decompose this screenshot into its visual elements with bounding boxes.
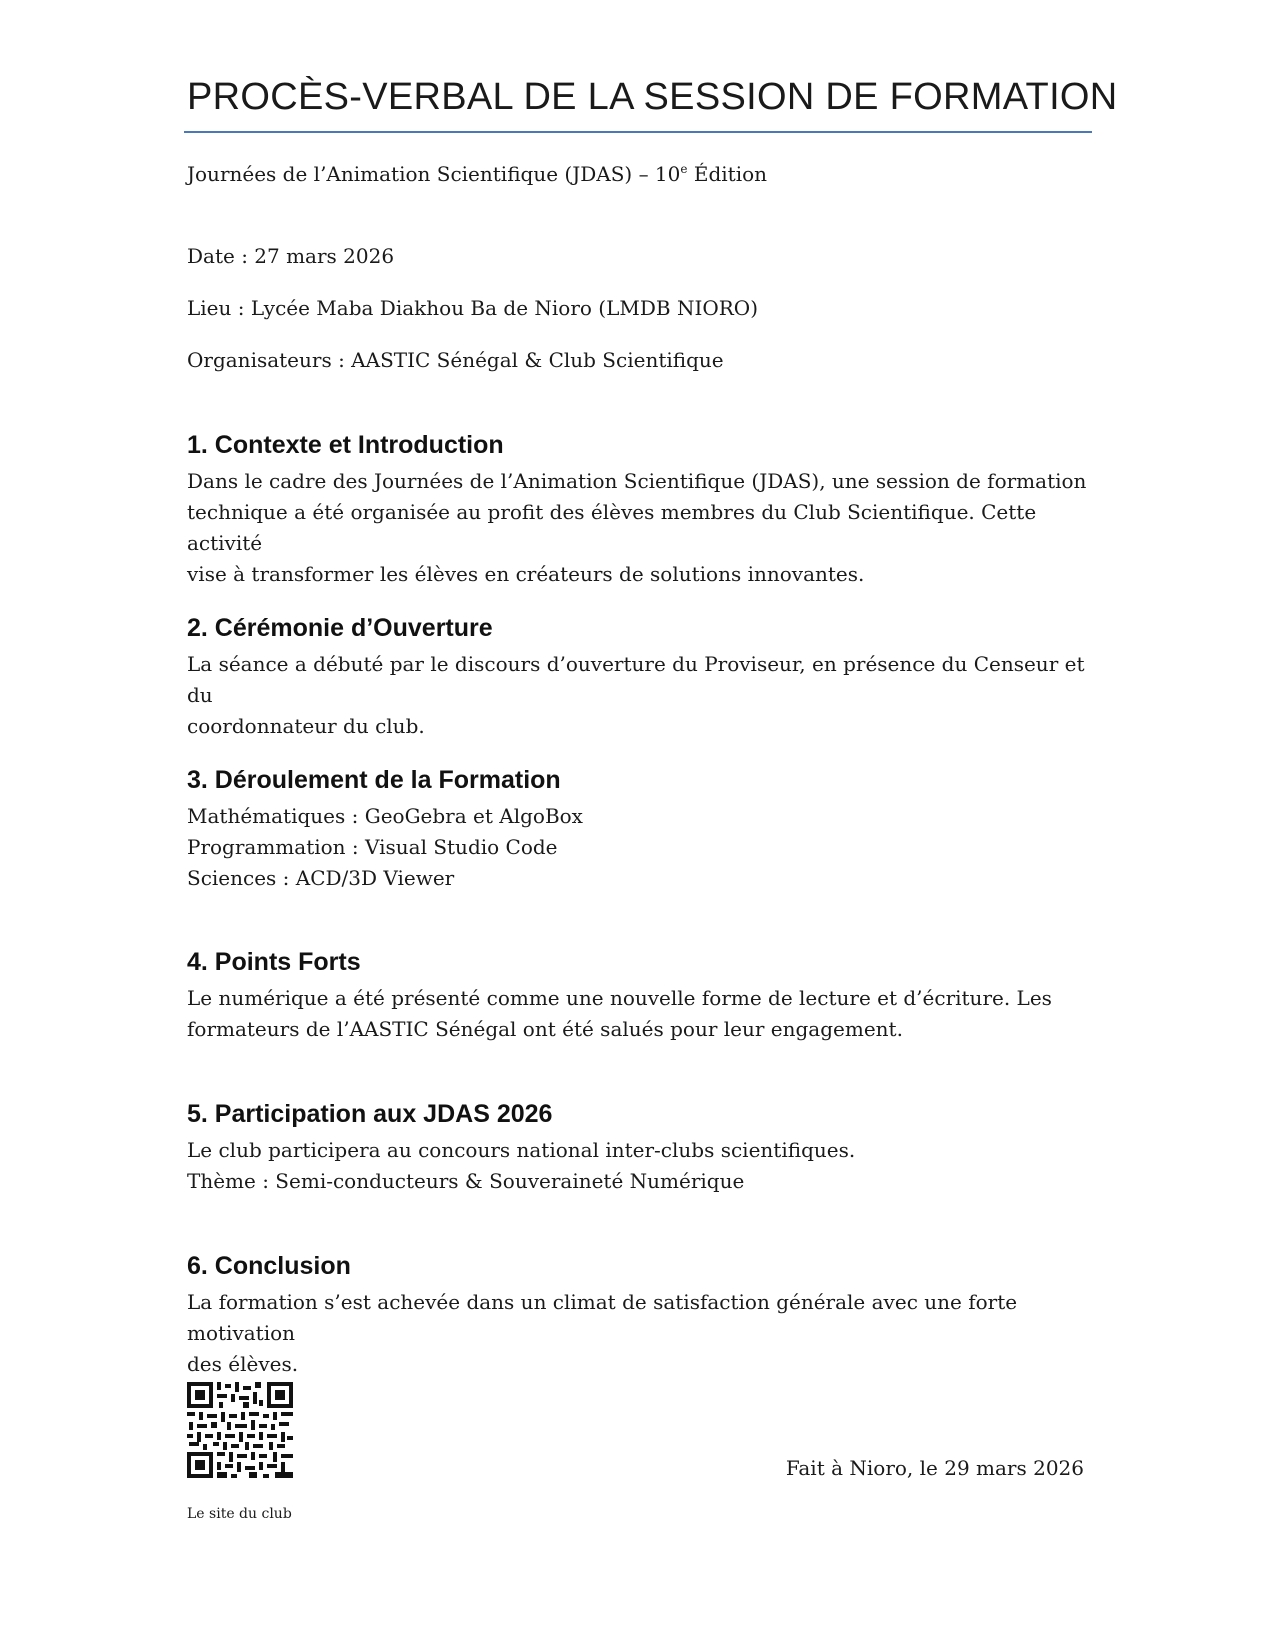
subtitle-text-before: Journées de l’Animation Scientifique (JDAS) – 10 [187, 162, 681, 186]
section-line: La séance a débuté par le discours d’ouverture du Proviseur, en présence du Censeur et du [187, 652, 1085, 707]
section-heading: 6. Conclusion [187, 1252, 351, 1280]
document-title: PROCÈS-VERBAL DE LA SESSION DE FORMATION [187, 76, 1118, 118]
section-heading: 5. Participation aux JDAS 2026 [187, 1100, 553, 1128]
event-subtitle [187, 162, 767, 186]
section-line: Programmation : Visual Studio Code [187, 835, 558, 859]
section-contexte [187, 431, 1092, 590]
section-ceremonie [187, 614, 1092, 742]
section-line: coordonnateur du club. [187, 714, 425, 738]
section-line: vise à transformer les élèves en créateurs de solutions innovantes. [187, 562, 865, 586]
section-line: Le numérique a été présenté comme une nouvelle forme de lecture et d’écriture. Les [187, 986, 1052, 1010]
info-lieu: Lieu : Lycée Maba Diakhou Ba de Nioro (LMDB NIORO) [187, 296, 759, 320]
section-line: formateurs de l’AASTIC Sénégal ont été salués pour leur engagement. [187, 1017, 903, 1041]
section-heading: 1. Contexte et Introduction [187, 431, 504, 459]
section-line: Thème : Semi-conducteurs & Souveraineté Numérique [187, 1169, 745, 1193]
title-underline [184, 131, 1092, 133]
section-participation [187, 1100, 1092, 1197]
qr-code-icon [187, 1382, 293, 1478]
section-line: Dans le cadre des Journées de l’Animation Scientifique (JDAS), une session de formation [187, 469, 1087, 493]
section-line: La formation s’est achevée dans un climat de satisfaction générale avec une forte motivation [187, 1290, 1018, 1345]
section-line: Le club participera au concours national inter-clubs scientifiques. [187, 1138, 856, 1162]
section-points-forts [187, 948, 1092, 1045]
section-heading: 3. Déroulement de la Formation [187, 766, 561, 794]
signoff-place-date: Fait à Nioro, le 29 mars 2026 [785, 1456, 1084, 1480]
subtitle-text-after: Édition [687, 162, 768, 186]
section-line: technique a été organisée au profit des élèves membres du Club Scientifique. Cette activité [187, 500, 1037, 555]
section-heading: 4. Points Forts [187, 948, 361, 976]
section-line: Sciences : ACD/3D Viewer [187, 866, 455, 890]
section-heading: 2. Cérémonie d’Ouverture [187, 614, 493, 642]
section-deroulement [187, 766, 1092, 894]
subtitle-superscript: e [680, 162, 688, 176]
section-conclusion [187, 1252, 1092, 1380]
section-line: Mathématiques : GeoGebra et AlgoBox [187, 804, 583, 828]
qr-caption: Le site du club [187, 1506, 292, 1522]
section-line: des élèves. [187, 1352, 299, 1376]
info-date: Date : 27 mars 2026 [187, 244, 395, 268]
info-organisateurs: Organisateurs : AASTIC Sénégal & Club Scientifique [187, 348, 724, 372]
